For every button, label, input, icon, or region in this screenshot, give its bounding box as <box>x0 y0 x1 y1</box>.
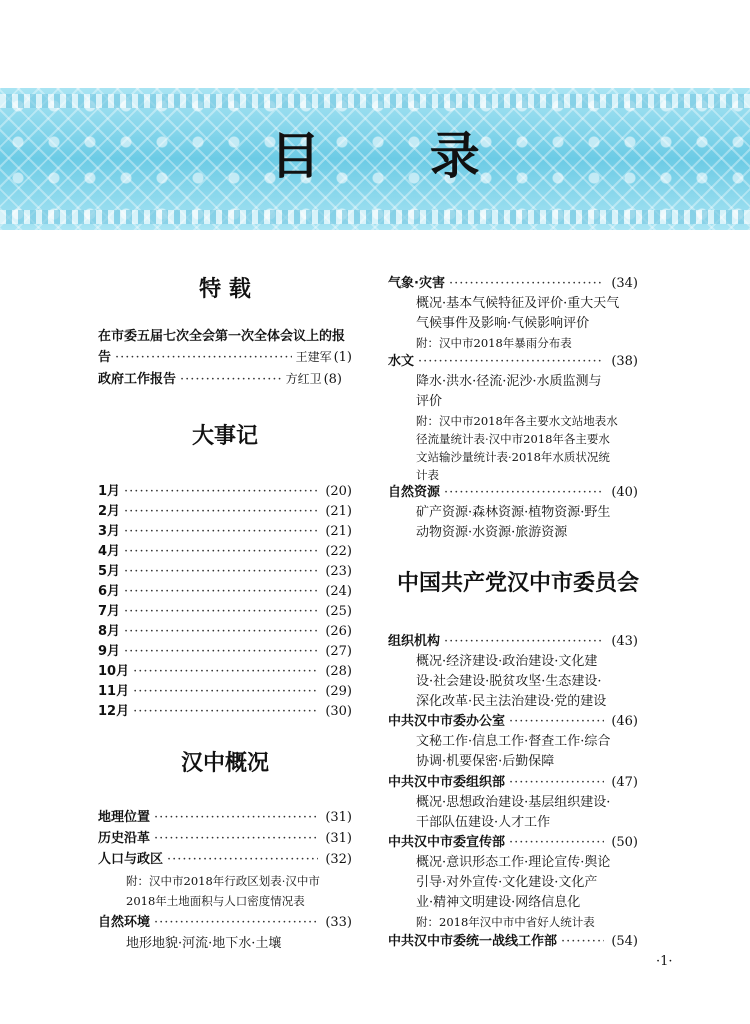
entry-subtopics: 协调·机要保密·后勤保障 <box>416 754 555 769</box>
leader-dots <box>561 932 604 952</box>
entry-author: 王建军 <box>295 350 332 364</box>
leader-dots <box>509 833 604 853</box>
entry-page: (27) <box>325 644 352 659</box>
entry-label: 6月 <box>98 584 121 599</box>
leader-dots <box>444 632 604 652</box>
leader-dots <box>444 483 604 503</box>
entry-label: 9月 <box>98 644 121 659</box>
leader-dots <box>124 522 318 542</box>
entry-label: 4月 <box>98 544 121 559</box>
toc-entry-month[interactable] <box>98 562 352 582</box>
entry-subtopics: 气候事件及影响·气候影响评价 <box>416 316 590 331</box>
entry-label: 中共汉中市委办公室 <box>388 714 506 729</box>
toc-entry-organization[interactable] <box>388 632 638 652</box>
toc-entry-month[interactable] <box>98 662 352 682</box>
entry-page: (21) <box>325 504 352 519</box>
entry-subtopics: 动物资源·水资源·旅游资源 <box>416 525 568 540</box>
leader-dots <box>124 602 318 622</box>
leader-dots <box>115 348 292 368</box>
entry-label: 1月 <box>98 484 121 499</box>
entry-label: 8月 <box>98 624 121 639</box>
toc-entry-location[interactable] <box>98 808 352 828</box>
entry-page: (26) <box>325 624 352 639</box>
toc-entry-month[interactable] <box>98 602 352 622</box>
leader-dots <box>180 370 282 390</box>
entry-label: 气象·灾害 <box>388 276 445 291</box>
entry-page: (29) <box>325 684 352 699</box>
leader-dots <box>133 702 318 722</box>
leader-dots <box>154 829 318 849</box>
section-title-gaikuang: 汉中概况 <box>180 750 269 776</box>
entry-label: 7月 <box>98 604 121 619</box>
entry-subtopics: 概况·经济建设·政治建设·文化建 <box>416 654 598 669</box>
section-title-dashiji: 大事记 <box>191 423 258 449</box>
toc-entry-month[interactable] <box>98 642 352 662</box>
toc-entry-population[interactable] <box>98 850 352 870</box>
toc-entry-month[interactable] <box>98 522 352 542</box>
entry-page: (8) <box>323 372 342 387</box>
entry-label: 3月 <box>98 524 121 539</box>
entry-label: 中共汉中市委宣传部 <box>388 835 506 850</box>
page-number: ·1· <box>656 954 673 969</box>
entry-subtopics: 概况·意识形态工作·理论宣传·舆论 <box>416 855 611 870</box>
entry-page: (47) <box>611 775 638 790</box>
entry-label: 人口与政区 <box>98 852 164 867</box>
entry-author: 方红卫 <box>285 372 322 386</box>
toc-entry-environment[interactable] <box>98 913 352 933</box>
leader-dots <box>133 682 318 702</box>
entry-subtopics: 设·社会建设·脱贫攻坚·生态建设· <box>416 674 602 689</box>
appendix-note: 文站输沙量统计表·2018年水质状况统 <box>416 450 610 464</box>
entry-page: (32) <box>325 852 352 867</box>
entry-page: (33) <box>325 915 352 930</box>
leader-dots <box>124 502 318 522</box>
entry-subtopics: 概况·基本气候特征及评价·重大天气 <box>416 296 620 311</box>
entry-subtopics: 干部队伍建设·人才工作 <box>416 815 551 830</box>
entry-label: 5月 <box>98 564 121 579</box>
entry-subtopics: 概况·思想政治建设·基层组织建设· <box>416 795 611 810</box>
leader-dots <box>418 352 604 372</box>
entry-label: 自然环境 <box>98 915 151 930</box>
entry-page: (46) <box>611 714 638 729</box>
banner-top-stripe <box>0 94 750 108</box>
entry-subtopics: 评价 <box>416 394 443 409</box>
entry-label: 中共汉中市委组织部 <box>388 775 506 790</box>
entry-page: (20) <box>325 484 352 499</box>
entry-page: (31) <box>325 810 352 825</box>
toc-entry-month[interactable] <box>98 702 352 722</box>
toc-entry-organization-dept[interactable] <box>388 773 638 793</box>
banner-bottom-stripe <box>0 210 750 224</box>
appendix-note: 计表 <box>416 468 439 482</box>
appendix-note: 径流量统计表·汉中市2018年各主要水 <box>416 432 610 446</box>
entry-page: (40) <box>611 485 638 500</box>
leader-dots <box>154 913 318 933</box>
toc-entry-government-report[interactable] <box>98 369 342 390</box>
leader-dots <box>124 622 318 642</box>
toc-entry-hydrology[interactable] <box>388 352 638 372</box>
entry-subtopics: 地形地貌·河流·地下水·土壤 <box>126 936 282 951</box>
entry-label: 2月 <box>98 504 121 519</box>
entry-page: (28) <box>325 664 352 679</box>
entry-label: 10月 <box>98 664 130 679</box>
entry-label: 12月 <box>98 704 130 719</box>
leader-dots <box>167 850 318 870</box>
leader-dots <box>154 808 318 828</box>
entry-page: (38) <box>611 354 638 369</box>
appendix-note: 2018年土地面积与人口密度情况表 <box>126 894 305 908</box>
entry-subtopics: 矿产资源·森林资源·植物资源·野生 <box>416 505 611 520</box>
entry-page: (23) <box>325 564 352 579</box>
toc-entry-month[interactable] <box>98 482 352 502</box>
entry-label: 政府工作报告 <box>98 372 177 387</box>
leader-dots <box>124 642 318 662</box>
entry-subtopics: 降水·洪水·径流·泥沙·水质监测与 <box>416 374 602 389</box>
entry-page: (30) <box>325 704 352 719</box>
entry-page: (50) <box>611 835 638 850</box>
leader-dots <box>124 542 318 562</box>
appendix-note: 附：汉中市2018年各主要水文站地表水 <box>416 414 618 428</box>
toc-entry-natural-resources[interactable] <box>388 483 638 503</box>
entry-label: 水文 <box>388 354 415 369</box>
toc-entry-history[interactable] <box>98 829 352 849</box>
toc-entry-month[interactable] <box>98 682 352 702</box>
entry-page: (43) <box>611 634 638 649</box>
leader-dots <box>124 482 318 502</box>
toc-entry-month[interactable] <box>98 542 352 562</box>
entry-subtopics: 业·精神文明建设·网络信息化 <box>416 895 581 910</box>
entry-label: 告 <box>98 350 112 365</box>
entry-label: 历史沿革 <box>98 831 151 846</box>
toc-entry-weather[interactable] <box>388 274 638 294</box>
leader-dots <box>124 562 318 582</box>
entry-label: 地理位置 <box>98 810 151 825</box>
entry-page: (1) <box>333 350 352 365</box>
toc-line-report-part1: 在市委五届七次全会第一次全体会议上的报 <box>98 329 346 344</box>
entry-page: (54) <box>611 934 638 949</box>
entry-page: (21) <box>325 524 352 539</box>
leader-dots <box>133 662 318 682</box>
page-title: 目 录 <box>270 126 526 185</box>
entry-page: (25) <box>325 604 352 619</box>
toc-entry-office[interactable] <box>388 712 638 732</box>
entry-subtopics: 引导·对外宣传·文化建设·文化产 <box>416 875 598 890</box>
entry-label: 自然资源 <box>388 485 441 500</box>
entry-page: (24) <box>325 584 352 599</box>
entry-label: 中共汉中市委统一战线工作部 <box>388 934 558 949</box>
toc-entry-month[interactable] <box>98 502 352 522</box>
appendix-note: 附：2018年汉中市中省好人统计表 <box>416 915 595 929</box>
toc-entry-month[interactable] <box>98 582 352 602</box>
entry-page: (22) <box>325 544 352 559</box>
entry-label: 组织机构 <box>388 634 441 649</box>
entry-page: (34) <box>611 276 638 291</box>
leader-dots <box>509 773 604 793</box>
section-title-party: 中国共产党汉中市委员会 <box>396 570 639 596</box>
toc-entry-month[interactable] <box>98 622 352 642</box>
appendix-note: 附：汉中市2018年暴雨分布表 <box>416 336 572 350</box>
toc-entry-report[interactable] <box>98 347 352 368</box>
appendix-note: 附：汉中市2018年行政区划表·汉中市 <box>126 874 320 888</box>
toc-entry-united-front[interactable] <box>388 932 638 952</box>
leader-dots <box>509 712 604 732</box>
leader-dots <box>449 274 604 294</box>
leader-dots <box>124 582 318 602</box>
entry-label: 11月 <box>98 684 130 699</box>
toc-entry-publicity-dept[interactable] <box>388 833 638 853</box>
entry-subtopics: 文秘工作·信息工作·督查工作·综合 <box>416 734 611 749</box>
section-title-tezai: 特 载 <box>199 276 251 302</box>
entry-page: (31) <box>325 831 352 846</box>
entry-subtopics: 深化改革·民主法治建设·党的建设 <box>416 694 607 709</box>
